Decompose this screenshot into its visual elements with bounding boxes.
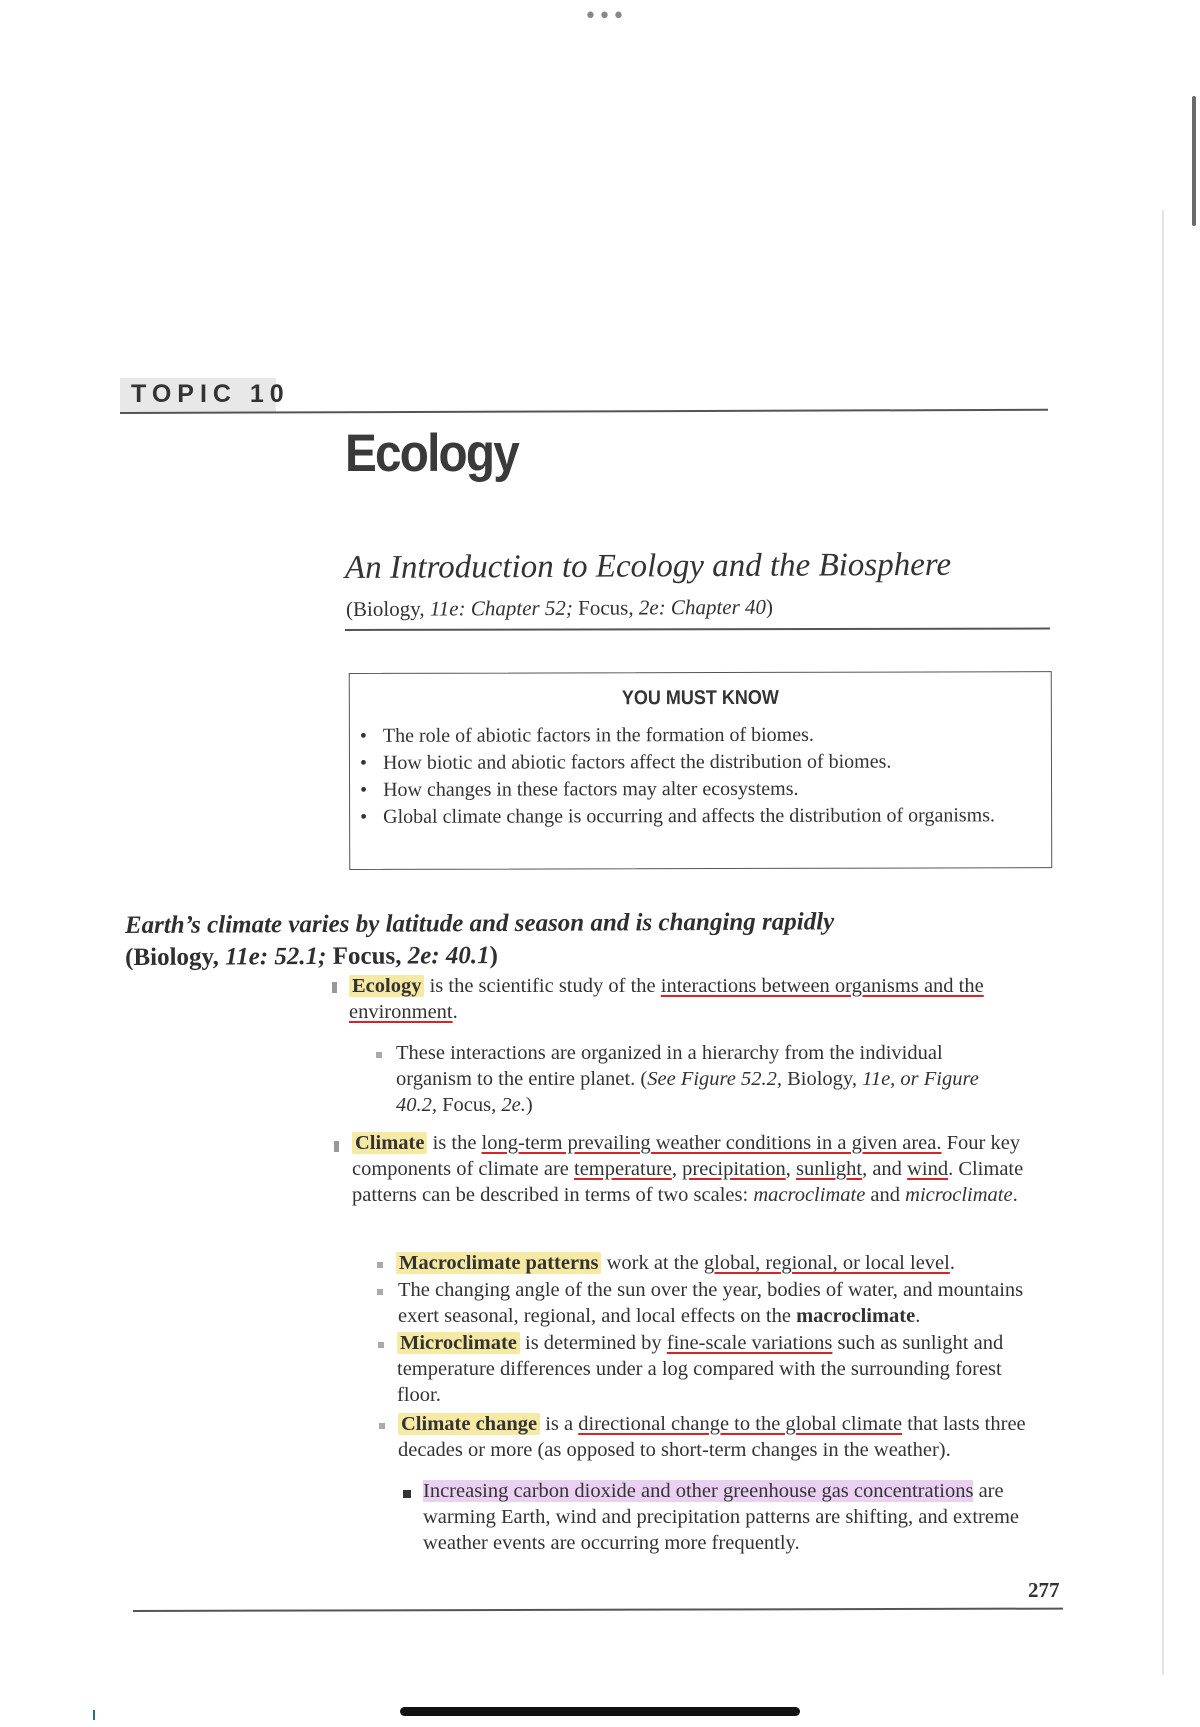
bullet-marker bbox=[376, 1052, 382, 1058]
must-know-heading: YOU MUST KNOW bbox=[621, 686, 779, 710]
subtitle-divider bbox=[345, 628, 1050, 631]
term-climate: Climate bbox=[352, 1132, 427, 1154]
ref-text: ) bbox=[489, 942, 499, 970]
body-text: , bbox=[785, 1158, 796, 1180]
underlined-phrase: wind bbox=[907, 1158, 949, 1180]
page-number: 277 bbox=[1028, 1578, 1060, 1602]
chapter-title: Ecology bbox=[345, 424, 518, 483]
ref-text: (Biology, bbox=[345, 596, 430, 621]
body-text: such as sunlight and temperature differences under a log compared with the surrounding forest floor. bbox=[397, 1332, 1004, 1406]
body-text: is determined by bbox=[519, 1332, 667, 1354]
body-text: . bbox=[1012, 1184, 1018, 1206]
figure-ref: See Figure 52.2, bbox=[647, 1068, 782, 1090]
figure-ref: 2e. bbox=[501, 1094, 526, 1116]
bullet-marker bbox=[403, 1490, 411, 1498]
microclimate-paragraph bbox=[397, 1330, 1047, 1408]
ref-text: 11e: 52.1; bbox=[225, 942, 327, 971]
ref-text: Focus, bbox=[326, 942, 408, 970]
body-text: is a bbox=[540, 1413, 579, 1435]
underlined-phrase: long-term prevailing weather conditions in a given area. bbox=[481, 1132, 942, 1154]
ecology-paragraph bbox=[349, 973, 1054, 1025]
body-text: ) bbox=[525, 1094, 533, 1116]
body-text: work at the bbox=[601, 1252, 704, 1274]
body-text: Focus, bbox=[437, 1094, 502, 1116]
subtitle-reference bbox=[346, 595, 773, 622]
underlined-phrase: temperature bbox=[574, 1158, 672, 1180]
italic-term: microclimate bbox=[905, 1184, 1013, 1206]
underlined-phrase: fine-scale variations bbox=[666, 1332, 833, 1354]
ref-text: 11e: Chapter 52; bbox=[429, 595, 573, 621]
bullet-marker bbox=[378, 1342, 384, 1348]
home-indicator[interactable] bbox=[400, 1707, 800, 1716]
must-know-item: • How changes in these factors may alter ecosystems. bbox=[383, 775, 1023, 804]
section-heading-title: Earth’s climate varies by latitude and season and is changing rapidly bbox=[124, 908, 835, 940]
topic-label: TOPIC 10 bbox=[131, 380, 290, 408]
ref-text: ) bbox=[765, 594, 774, 619]
underlined-phrase: directional change to the global climate bbox=[578, 1413, 903, 1435]
body-text: , and bbox=[862, 1158, 908, 1180]
body-text: These interactions are organized in a hierarchy from the individual organism to the entire planet. ( bbox=[396, 1042, 943, 1090]
must-know-list bbox=[383, 721, 1023, 831]
bullet-marker bbox=[379, 1423, 385, 1429]
body-text: The changing angle of the sun over the year, bodies of water, and mountains exert seasonal, regional, and local effects on the bbox=[398, 1279, 1024, 1327]
must-know-box bbox=[349, 671, 1053, 870]
footer-divider bbox=[133, 1608, 1063, 1612]
body-text: is the bbox=[427, 1132, 482, 1154]
bullet-marker bbox=[334, 1141, 339, 1152]
underlined-phrase: sunlight bbox=[796, 1158, 863, 1180]
section-heading bbox=[125, 905, 1025, 974]
body-text: . Climate patterns can be described in terms of two scales: bbox=[352, 1158, 1024, 1206]
must-know-item: • How biotic and abiotic factors affect the distribution of biomes. bbox=[383, 748, 1023, 777]
body-text: that lasts three decades or more (as opposed to short-term changes in the weather). bbox=[398, 1413, 1026, 1461]
underlined-phrase: interactions between organisms and the environment bbox=[349, 975, 984, 1023]
term-ecology: Ecology bbox=[349, 975, 424, 997]
must-know-item: • Global climate change is occurring and affects the distribution of organisms. bbox=[383, 802, 1023, 831]
body-text: . bbox=[452, 1001, 458, 1023]
italic-term: macroclimate bbox=[753, 1184, 866, 1206]
term-microclimate: Microclimate bbox=[397, 1332, 520, 1354]
body-text: . bbox=[949, 1252, 955, 1274]
term-macroclimate: Macroclimate patterns bbox=[396, 1252, 601, 1274]
scrollbar-thumb[interactable] bbox=[1192, 96, 1196, 226]
greenhouse-paragraph bbox=[423, 1478, 1043, 1556]
bullet-marker bbox=[377, 1262, 383, 1268]
term-climate-change: Climate change bbox=[398, 1413, 540, 1435]
body-text: . bbox=[915, 1305, 921, 1327]
page-edge bbox=[1162, 210, 1164, 1675]
more-options-icon[interactable]: ••• bbox=[584, 4, 626, 29]
sun-angle-paragraph bbox=[398, 1277, 1048, 1329]
macroclimate-paragraph bbox=[396, 1250, 1046, 1276]
bullet-marker bbox=[377, 1289, 383, 1295]
climate-paragraph bbox=[352, 1130, 1062, 1208]
body-text: and bbox=[865, 1184, 906, 1206]
edge-marker bbox=[93, 1710, 95, 1720]
underlined-phrase: precipitation bbox=[682, 1158, 786, 1180]
body-text: are warming Earth, wind and precipitation patterns are shifting, and extreme weather events are occurring more frequently. bbox=[423, 1480, 1020, 1554]
climate-change-paragraph bbox=[398, 1411, 1048, 1463]
body-text: Biology, bbox=[781, 1068, 863, 1090]
hierarchy-paragraph bbox=[396, 1040, 1006, 1118]
body-text: Four key components of climate are bbox=[352, 1132, 1021, 1180]
body-text: , bbox=[671, 1158, 683, 1180]
ref-text: Focus, bbox=[572, 595, 639, 620]
bold-term: macroclimate bbox=[796, 1305, 916, 1327]
ref-text: (Biology, bbox=[125, 943, 226, 971]
purple-highlight: Increasing carbon dioxide and other greenhouse gas concentrations bbox=[423, 1480, 974, 1502]
underlined-phrase: global, regional, or local level bbox=[703, 1252, 950, 1274]
ref-text: 2e: Chapter 40 bbox=[638, 594, 767, 620]
must-know-item: • The role of abiotic factors in the formation of biomes. bbox=[383, 721, 1023, 750]
ref-text: 2e: 40.1 bbox=[407, 942, 490, 970]
section-subtitle: An Introduction to Ecology and the Biosphere bbox=[344, 546, 952, 586]
bullet-marker bbox=[332, 982, 337, 993]
body-text: is the scientific study of the bbox=[424, 975, 661, 997]
figure-ref: 11e, or Figure 40.2, bbox=[396, 1068, 979, 1116]
